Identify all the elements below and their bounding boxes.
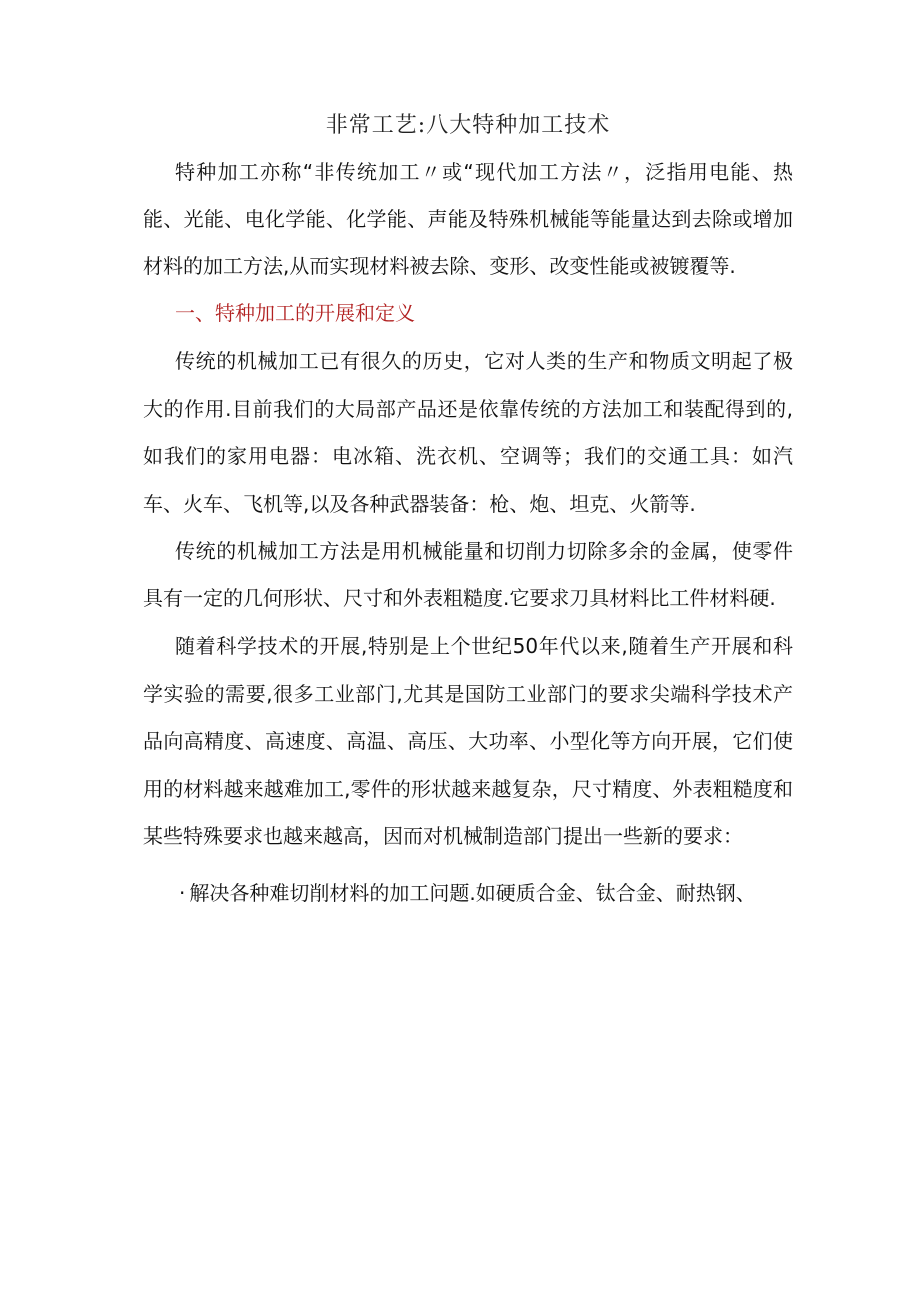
intro-paragraph: 特种加工亦称“非传统加工〃或“现代加工方法〃，泛指用电能、热能、光能、电化学能、化学能、声能及特殊机械能等能量达到去除或增加材料的加工方法,从而实现材料被去除、变形、改变性能或被镀覆等. xyxy=(143,160,793,278)
paragraph-development: 随着科学技术的开展,特别是上个世纪50年代以来,随着生产开展和科学实验的需要,很多工业部门,尤其是国防工业部门的要求尖端科学技术产品向高精度、高速度、高温、高压、大功率、小型化等方向开展，它们使用的材料越来越难加工,零件的形状越来越复杂，尺寸精度、外表粗糙度和某些特殊要求也越来越高，因而对机械制造部门提出一些新的要求： xyxy=(143,634,793,848)
bullet-item xyxy=(179,870,756,917)
section-heading: 一、特种加工的开展和定义 xyxy=(175,301,415,325)
bullet-item-text: 解决各种难切削材料的加工问题.如硬质合金、钛合金、耐热钢、 xyxy=(189,881,756,905)
paragraph-traditional-method: 传统的机械加工方法是用机械能量和切削力切除多余的金属，使零件具有一定的几何形状、尺寸和外表粗糙度.它要求刀具材料比工件材料硬. xyxy=(143,539,793,610)
document-title: 非常工艺:八大特种加工技术 xyxy=(325,113,611,138)
bullet-marker: · xyxy=(179,881,186,905)
paragraph-history: 传统的机械加工已有很久的历史，它对人类的生产和物质文明起了极大的作用.目前我们的大局部产品还是依靠传统的方法加工和装配得到的,如我们的家用电器：电冰箱、洗衣机、空调等；我们的交通工具：如汽车、火车、飞机等,以及各种武器装备：枪、炮、坦克、火箭等. xyxy=(143,349,793,516)
